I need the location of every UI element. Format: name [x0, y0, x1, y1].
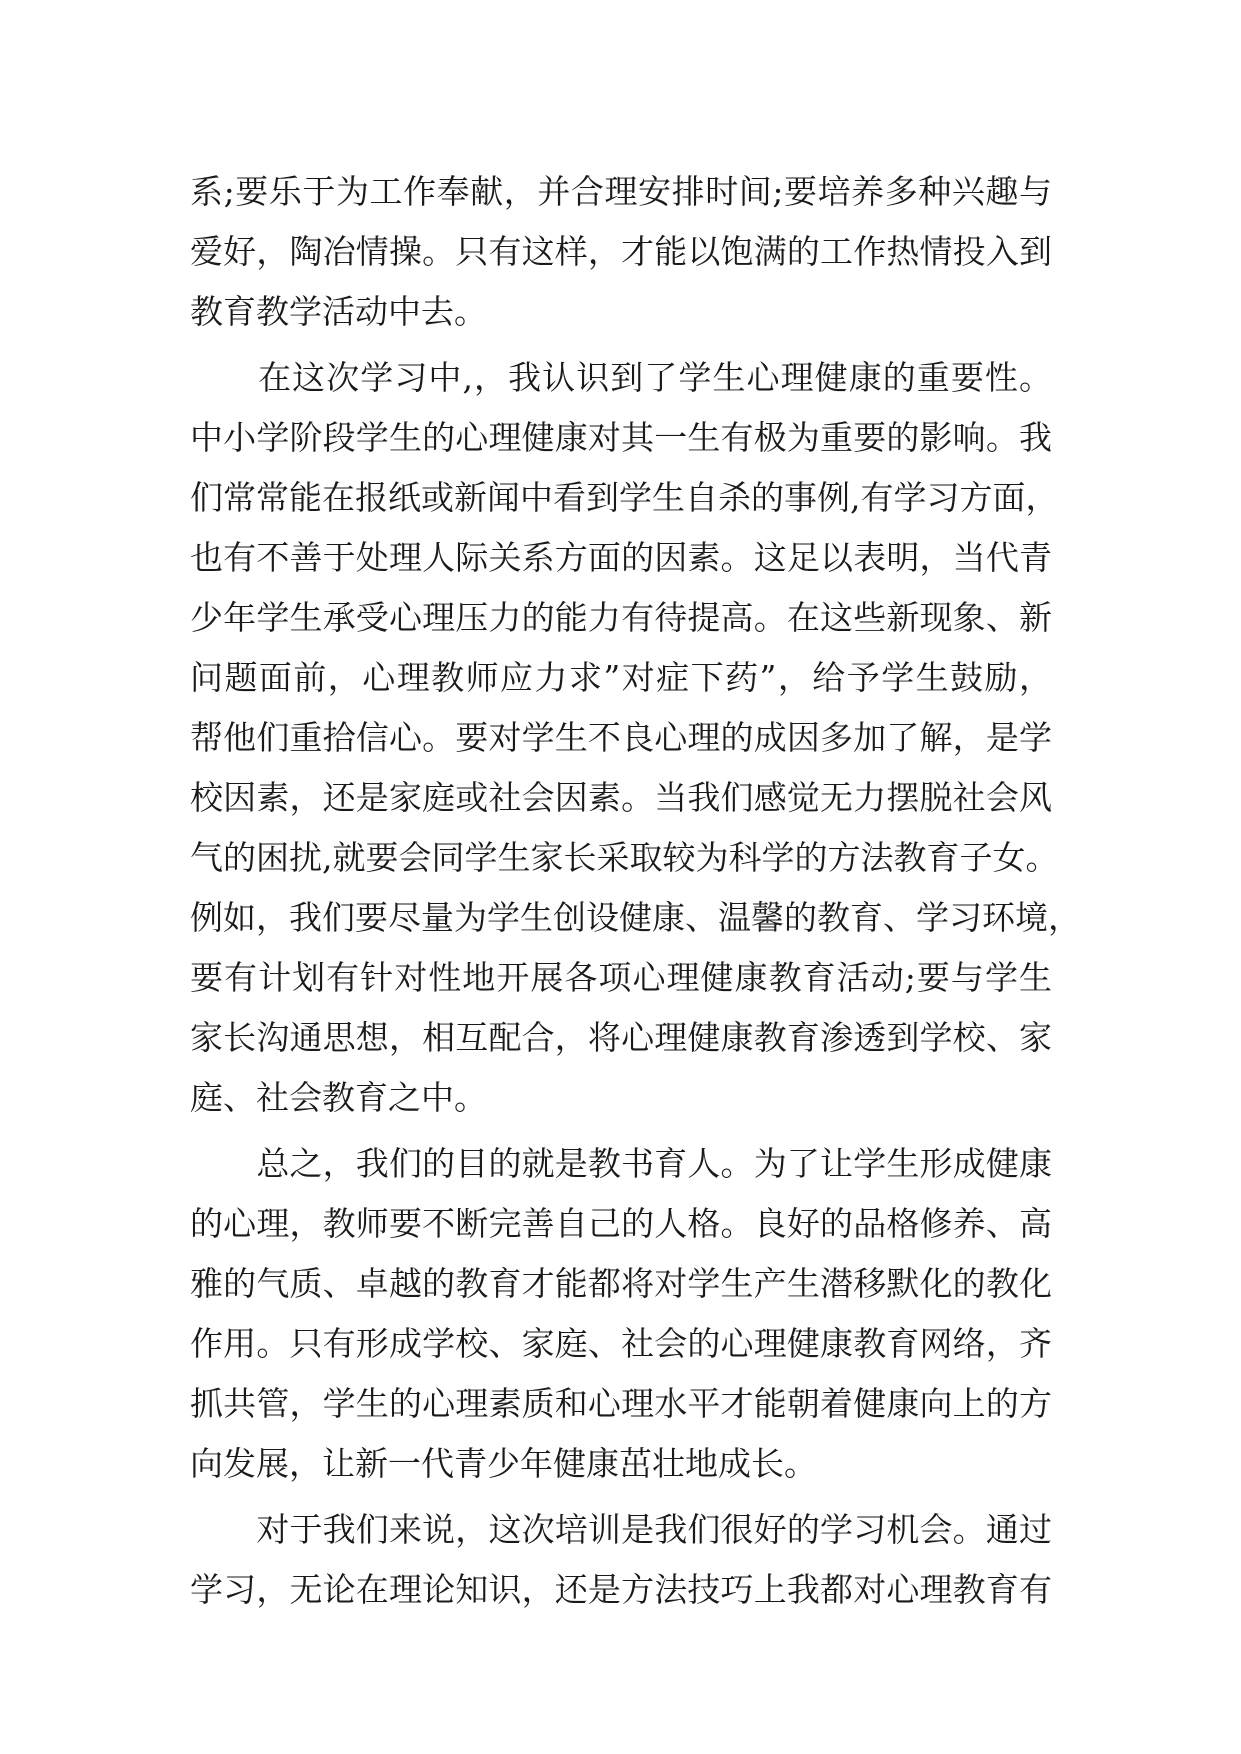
text-line: 问题面前，心理教师应力求”对症下药”，给予学生鼓励， [190, 658, 1052, 697]
text-line: 家长沟通思想，相互配合，将心理健康教育渗透到学校、家 [190, 1018, 1052, 1057]
paragraph-3 [190, 1134, 1052, 1494]
text-line: 向发展，让新一代青少年健康茁壮地成长。 [190, 1444, 817, 1483]
text-line: 例如，我们要尽量为学生创设健康、温馨的教育、学习环境， [190, 898, 1081, 937]
text-line: 对于我们来说，这次培训是我们很好的学习机会。通过 [190, 1510, 1052, 1549]
text-line: 系;要乐于为工作奉献，并合理安排时间;要培养多种兴趣与 [190, 172, 1052, 211]
paragraph-1 [190, 162, 1052, 342]
paragraph-2 [190, 348, 1081, 1128]
text-line: 教育教学活动中去。 [190, 292, 487, 331]
text-line: 们常常能在报纸或新闻中看到学生自杀的事例,有学习方面， [190, 478, 1059, 517]
paragraph-4 [190, 1500, 1052, 1620]
text-line: 作用。只有形成学校、家庭、社会的心理健康教育网络，齐 [190, 1324, 1052, 1363]
text-line: 庭、社会教育之中。 [190, 1078, 487, 1117]
text-line: 爱好，陶冶情操。只有这样，才能以饱满的工作热情投入到 [190, 232, 1052, 271]
text-line: 气的困扰,就要会同学生家长采取较为科学的方法教育子女。 [190, 838, 1059, 877]
text-line: 学习，无论在理论知识，还是方法技巧上我都对心理教育有 [190, 1570, 1052, 1609]
text-line: 校因素，还是家庭或社会因素。当我们感觉无力摆脱社会风 [190, 778, 1052, 817]
text-line: 也有不善于处理人际关系方面的因素。这足以表明，当代青 [190, 538, 1052, 577]
text-line: 帮他们重拾信心。要对学生不良心理的成因多加了解，是学 [190, 718, 1052, 757]
text-line: 总之，我们的目的就是教书育人。为了让学生形成健康 [190, 1144, 1052, 1183]
text-line: 要有计划有针对性地开展各项心理健康教育活动;要与学生 [190, 958, 1052, 997]
text-line: 少年学生承受心理压力的能力有待提高。在这些新现象、新 [190, 598, 1052, 637]
text-line: 在这次学习中,，我认识到了学生心理健康的重要性。 [190, 358, 1052, 397]
text-line: 中小学阶段学生的心理健康对其一生有极为重要的影响。我 [190, 418, 1052, 457]
text-line: 抓共管，学生的心理素质和心理水平才能朝着健康向上的方 [190, 1384, 1052, 1423]
document-page [190, 162, 1081, 1620]
text-line: 的心理，教师要不断完善自己的人格。良好的品格修养、高 [190, 1204, 1052, 1243]
text-line: 雅的气质、卓越的教育才能都将对学生产生潜移默化的教化 [190, 1264, 1052, 1303]
